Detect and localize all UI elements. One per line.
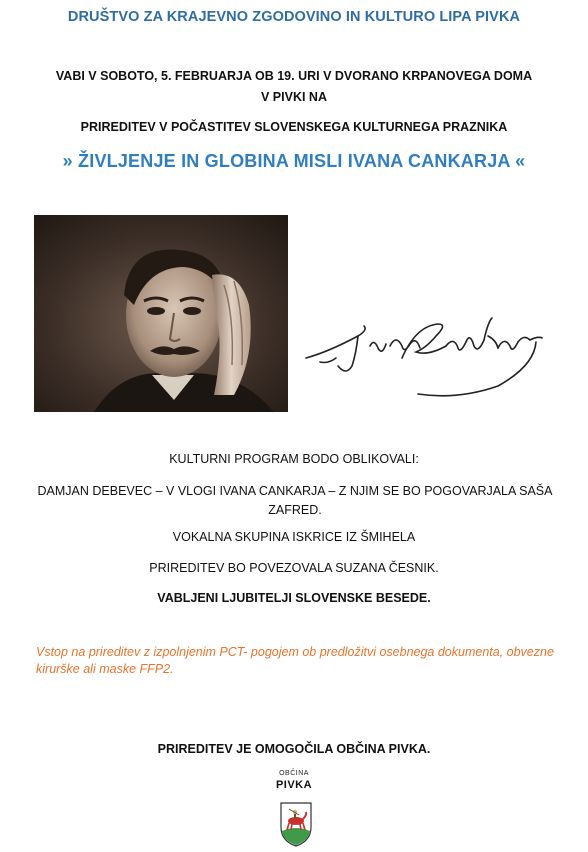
invitation-line-2: V PIVKI NA [261, 90, 327, 104]
invitation-line-1: VABI V SOBOTO, 5. FEBRUARJA OB 19. URI V DVORANO KRPANOVEGA DOMA [55, 69, 533, 83]
program-heading: KULTURNI PROGRAM BODO OBLIKOVALI: [169, 452, 419, 466]
logo-municipality-label: OBČINA [279, 770, 309, 777]
entry-notice: Vstop na prireditev z izpolnjenim PCT- pogojem ob predložitvi osebnega dokumenta, obvezne kirurške ali maske FFP2. [36, 645, 554, 676]
coat-of-arms-icon [279, 801, 313, 847]
host-text: PRIREDITEV BO POVEZOVALA SUZANA ČESNIK. [149, 561, 439, 575]
event-title: » ŽIVLJENJE IN GLOBINA MISLI IVANA CANKARJA « [62, 151, 526, 171]
portrait-photo [34, 215, 288, 412]
organization-title: DRUŠTVO ZA KRAJEVNO ZGODOVINO IN KULTURO LIPA PIVKA [67, 9, 521, 25]
performer-text: DAMJAN DEBEVEC – V VLOGI IVANA CANKARJA – Z NJIM SE BO POGOVARJALA SAŠA ZAFRED. [37, 484, 553, 517]
signature-image [298, 306, 546, 402]
vocal-group-text: VOKALNA SKUPINA ISKRICE IZ ŠMIHELA [172, 530, 416, 544]
welcome-text: VABLJENI LJUBITELJI SLOVENSKE BESEDE. [157, 591, 431, 605]
invitation-text [0, 66, 588, 108]
sponsor-text: PRIREDITEV JE OMOGOČILA OBČINA PIVKA. [157, 742, 431, 756]
logo-town-name: PIVKA [275, 779, 313, 791]
occasion-text: PRIREDITEV V POČASTITEV SLOVENSKEGA KULTURNEGA PRAZNIKA [80, 120, 508, 134]
